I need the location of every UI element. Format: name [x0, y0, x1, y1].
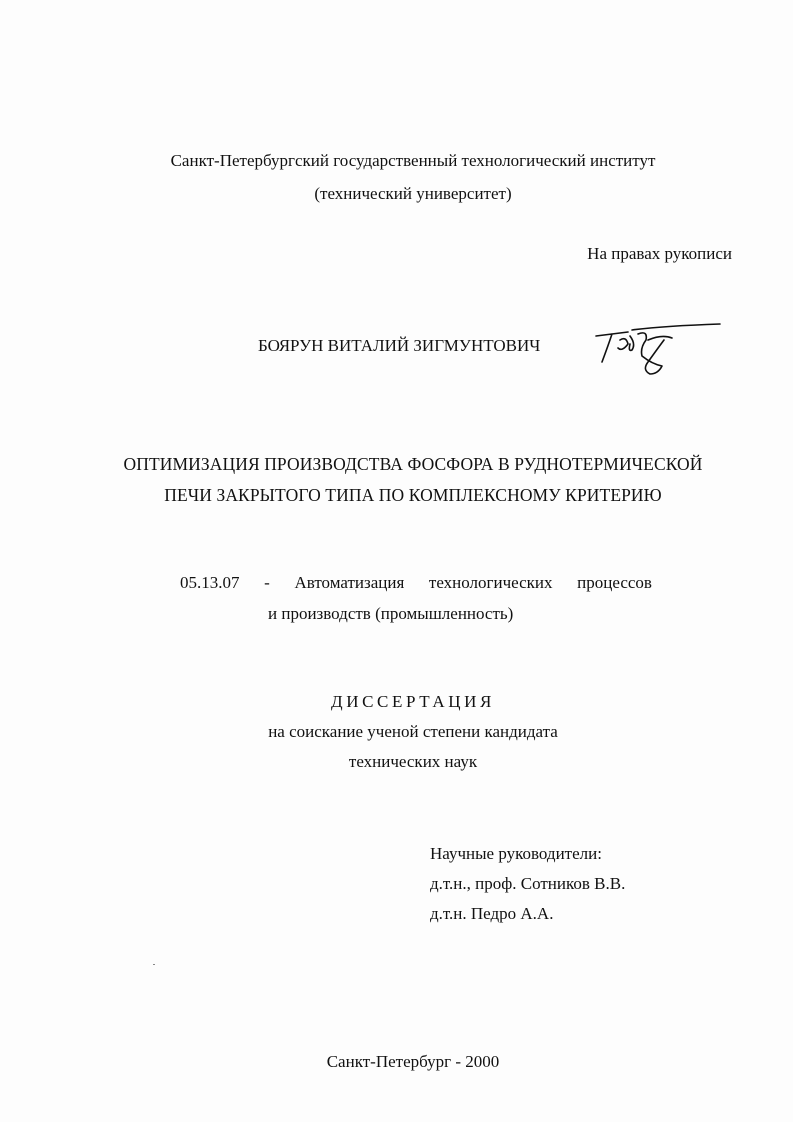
supervisor-1: д.т.н., проф. Сотников В.В. [430, 874, 626, 893]
author-name: БОЯРУН ВИТАЛИЙ ЗИГМУНТОВИЧ [258, 336, 541, 355]
specialty-line-1 [180, 573, 652, 593]
supervisors-label: Научные руководители: [430, 844, 602, 863]
dissertation-heading: ДИССЕРТАЦИЯ [331, 692, 495, 711]
supervisor-2: д.т.н. Педро А.А. [430, 904, 554, 923]
author-signature [592, 322, 724, 378]
degree-line-1: на соискание ученой степени кандидата [268, 722, 558, 741]
specialty-word-3: процессов [577, 573, 652, 592]
specialty-code: 05.13.07 [180, 573, 240, 592]
specialty-word-2: технологических [428, 573, 553, 592]
rights-note: На правах рукописи [587, 244, 732, 263]
title-line-1: ОПТИМИЗАЦИЯ ПРОИЗВОДСТВА ФОСФОРА В РУДНОТЕРМИЧЕСКОЙ [123, 454, 703, 474]
degree-line-2: технических наук [348, 752, 478, 771]
title-line-2: ПЕЧИ ЗАКРЫТОГО ТИПА ПО КОМПЛЕКСНОМУ КРИТЕРИЮ [164, 485, 662, 505]
institute-subtitle: (технический университет) [314, 184, 512, 203]
specialty-dash: - [264, 573, 270, 592]
specialty-word-1: Автоматизация [294, 573, 405, 592]
specialty-line-2: и производств (промышленность) [268, 604, 514, 623]
institute-name: Санкт-Петербургский государственный технологический институт [170, 151, 656, 170]
scan-speck [153, 964, 155, 965]
city-year: Санкт-Петербург - 2000 [326, 1052, 500, 1071]
